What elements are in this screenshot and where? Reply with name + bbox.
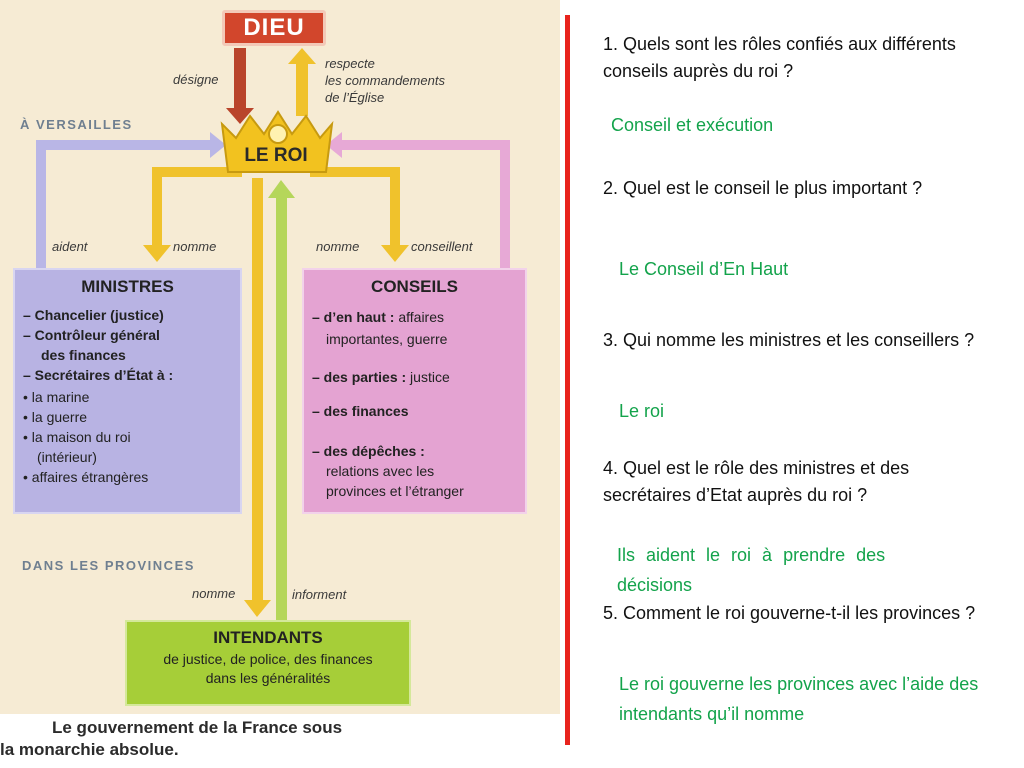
- arrow-respecte: [288, 48, 316, 116]
- conseils-item-desc: justice: [410, 369, 450, 385]
- conseils-item-name: – des parties :: [312, 369, 407, 385]
- question-3: 3. Qui nomme les ministres et les conseillers ?: [603, 330, 975, 350]
- conseils-item-name: – des dépêches :: [312, 443, 425, 459]
- conseils-item: [312, 308, 444, 326]
- answer-1: Conseil et exécution: [611, 115, 774, 135]
- ministres-line: • la marine: [23, 389, 90, 405]
- conseils-item: [312, 368, 450, 386]
- ministres-line: – Secrétaires d’État à :: [23, 367, 174, 383]
- caption-line1: Le gouvernement de la France sous: [52, 718, 343, 737]
- nomme-bottom-label: nomme: [192, 586, 236, 601]
- arrow-informent: [268, 180, 295, 620]
- roi-label: LE ROI: [244, 145, 308, 166]
- question-1: 1. Quels sont les rôles confiés aux différents conseils auprès du roi ?: [603, 34, 956, 81]
- ministres-title: MINISTRES: [81, 277, 174, 296]
- ministres-line: • affaires étrangères: [23, 469, 149, 485]
- question-5: 5. Comment le roi gouverne-t-il les provinces ?: [603, 603, 976, 623]
- conseils-item-name: – d’en haut :: [312, 309, 395, 325]
- nomme-left-label: nomme: [173, 239, 217, 254]
- ministres-line: • la guerre: [23, 409, 88, 425]
- ministres-line: • la maison du roi: [23, 429, 131, 445]
- respecte-label-1: respecte: [325, 56, 375, 71]
- ministres-line: – Chancelier (justice): [23, 307, 164, 323]
- region-versailles: À VERSAILLES: [20, 117, 133, 132]
- conseils-item-desc: provinces et l’étranger: [326, 483, 464, 499]
- intendants-title: INTENDANTS: [213, 628, 323, 647]
- respecte-label-3: de l’Église: [325, 90, 385, 105]
- conseils-item-name: – des finances: [312, 403, 409, 419]
- arrow-nomme-intendants: [244, 178, 271, 617]
- ministres-line: – Contrôleur général: [23, 327, 160, 343]
- region-provinces: DANS LES PROVINCES: [22, 558, 195, 573]
- intendants-line1: de justice, de police, des finances: [163, 651, 373, 667]
- ministres-line: (intérieur): [37, 449, 97, 465]
- respecte-label-2: les commandements: [325, 73, 445, 88]
- conseils-title: CONSEILS: [371, 277, 458, 296]
- answer-3: Le roi: [619, 401, 665, 421]
- answer-5: Le roi gouverne les provinces avec l’aide des intendants qu’il nomme: [619, 674, 979, 724]
- conseils-item-desc: affaires: [398, 309, 445, 325]
- aident-label: aident: [52, 239, 88, 254]
- ministres-box: [13, 268, 242, 514]
- dieu-box: DIEU: [222, 10, 326, 46]
- arrow-designe: [226, 48, 254, 124]
- diagram-caption: [0, 714, 560, 768]
- answer-4: Ils aident le roi à prendre des décisions: [617, 545, 886, 595]
- caption-line2: la monarchie absolue.: [0, 740, 179, 759]
- conseils-item-desc: importantes, guerre: [326, 331, 448, 347]
- conseils-item-desc: relations avec les: [326, 463, 435, 479]
- informent-label: informent: [292, 587, 347, 602]
- question-2: 2. Quel est le conseil le plus important ?: [603, 178, 923, 198]
- intendants-box: [125, 620, 411, 706]
- ministres-line: des finances: [41, 347, 126, 363]
- conseillent-label: conseillent: [411, 239, 473, 254]
- designe-label: désigne: [173, 72, 219, 87]
- answer-2: Le Conseil d’En Haut: [619, 259, 789, 279]
- conseils-box: [302, 268, 527, 514]
- question-4: 4. Quel est le rôle des ministres et des secrétaires d’Etat auprès du roi ?: [603, 458, 910, 505]
- red-divider: [565, 15, 570, 745]
- nomme-right-label: nomme: [316, 239, 360, 254]
- intendants-line2: dans les généralités: [205, 670, 331, 686]
